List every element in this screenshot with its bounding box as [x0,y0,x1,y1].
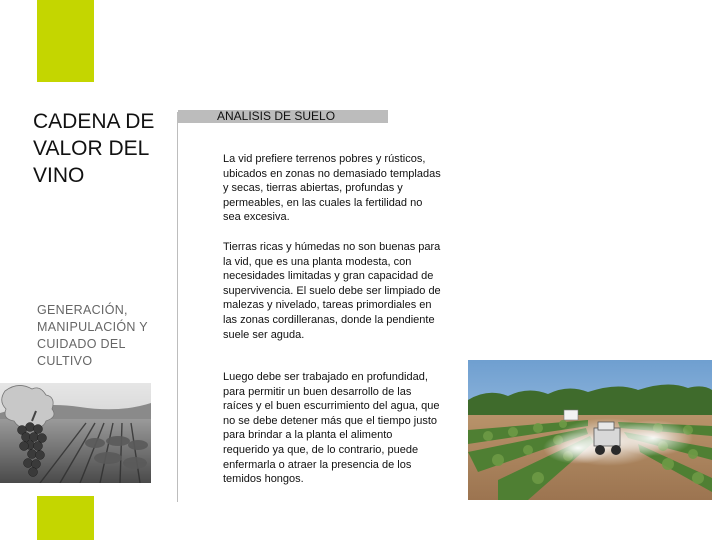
green-accent-block-bottom [37,496,94,540]
green-accent-block-top [37,0,94,82]
vineyard-spraying-image [468,360,712,500]
paragraph-2: Tierras ricas y húmedas no son buenas para la vid, que es una planta modesta, con necesidades limitadas y gran capacidad de supervivencia. El suelo debe ser limpiado de malezas y nivelado, tareas primordiales en las zonas cordilleranas, donde la pendiente suele ser aguda. [223,241,441,341]
vineyard-grapes-image [0,383,151,483]
paragraph-1: La vid prefiere terrenos pobres y rústicos, ubicados en zonas no demasiado templadas y secas, tierras abiertas, profundas y permeables, en las cuales la fertilidad no sea excesiva. [223,153,441,224]
paragraph-3: Luego debe ser trabajado en profundidad, para permitir un buen desarrollo de las raíces y el buen escurrimiento del agua, que no se debe detener más que el tiempo justo para brindar a la planta el alimento requerido ya que, de lo contrario, puede enfermarla o atraer la presencia de los temidos hongos. [223,371,440,486]
section-label: ANALISIS DE SUELO [217,109,336,123]
slide-subtitle: GENERACIÓN, MANIPULACIÓN Y CUIDADO DEL CULTIVO [37,303,148,368]
vertical-divider [177,112,178,502]
slide-title: CADENA DE VALOR DEL VINO [33,110,155,187]
